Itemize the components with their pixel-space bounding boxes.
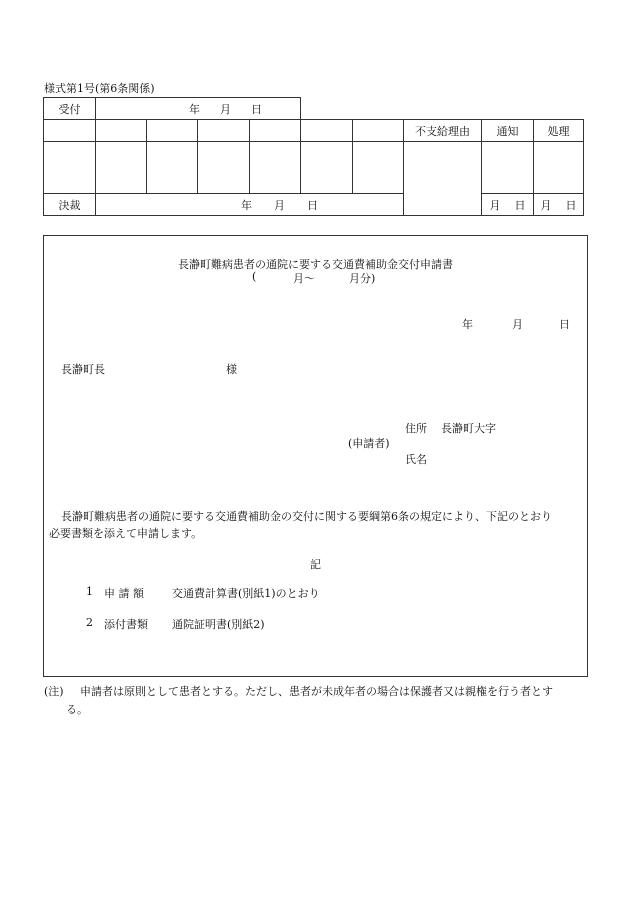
seal-header-4 [198, 120, 250, 142]
body-line-1: 長瀞町難病患者の通院に要する交通費補助金の交付に関する要綱第6条の規定により、下記のとおり [61, 510, 552, 523]
date-year[interactable]: 年 [462, 318, 473, 331]
period-open: ( [252, 270, 257, 283]
blank-area [301, 98, 584, 120]
application-box [43, 235, 588, 677]
application-title: 長瀞町難病患者の通院に要する交通費補助金交付申請書 [178, 258, 453, 271]
address-label: 住所 [405, 422, 427, 435]
shori-header: 処理 [534, 120, 584, 142]
address-value[interactable]: 長瀞町大字 [441, 422, 496, 435]
tsuchi-cell[interactable] [482, 142, 534, 194]
name-label[interactable]: 氏名 [405, 453, 427, 466]
date-month[interactable]: 月 [512, 318, 523, 331]
uketsuke-label: 受付 [44, 98, 96, 120]
uketsuke-date[interactable]: 年 月 日 [96, 98, 301, 120]
shori-date[interactable]: 月 日 [534, 194, 584, 216]
applicant-label: (申請者) [348, 437, 390, 450]
note-label: (注) [44, 685, 64, 698]
form-number-label: 様式第1号(第6条関係) [44, 82, 155, 95]
item1-label: 申 請 額 [104, 587, 144, 600]
period-month-to[interactable]: 月分) [349, 272, 376, 285]
period-month-from[interactable]: 月〜 [293, 272, 315, 285]
body-line-2: 必要書類を添えて申請します。 [49, 527, 203, 540]
seal-cell-1[interactable] [44, 142, 96, 194]
note-line-2: る。 [66, 703, 88, 716]
seal-cell-3[interactable] [147, 142, 198, 194]
seal-cell-7[interactable] [353, 142, 404, 194]
addressee: 長瀞町長 [61, 363, 105, 376]
seal-header-1 [44, 120, 96, 142]
note-line-1: 申請者は原則として患者とする。ただし、患者が未成年者の場合は保護者又は親権を行う者とす [80, 685, 553, 698]
date-day[interactable]: 日 [559, 318, 570, 331]
seal-cell-4[interactable] [198, 142, 250, 194]
kessai-label: 決裁 [44, 194, 96, 216]
seal-cell-2[interactable] [96, 142, 147, 194]
ki-heading: 記 [310, 558, 321, 571]
item1-number: 1 [86, 585, 93, 598]
tsuchi-date[interactable]: 月 日 [482, 194, 534, 216]
item1-value: 交通費計算書(別紙1)のとおり [172, 587, 320, 600]
item2-number: 2 [86, 616, 93, 629]
item2-label: 添付書類 [104, 618, 148, 631]
seal-cell-5[interactable] [250, 142, 301, 194]
fushikyu-riyu-header: 不支給理由 [404, 120, 482, 142]
office-processing-table [43, 97, 584, 216]
seal-header-7 [353, 120, 404, 142]
tsuchi-header: 通知 [482, 120, 534, 142]
seal-header-6 [301, 120, 353, 142]
fushikyu-riyu-cell[interactable] [404, 142, 482, 216]
item2-value: 通院証明書(別紙2) [172, 618, 265, 631]
seal-header-5 [250, 120, 301, 142]
seal-cell-6[interactable] [301, 142, 353, 194]
seal-header-2 [96, 120, 147, 142]
addressee-honorific: 様 [226, 363, 237, 376]
shori-cell[interactable] [534, 142, 584, 194]
seal-header-3 [147, 120, 198, 142]
kessai-date[interactable]: 年 月 日 [96, 194, 404, 216]
